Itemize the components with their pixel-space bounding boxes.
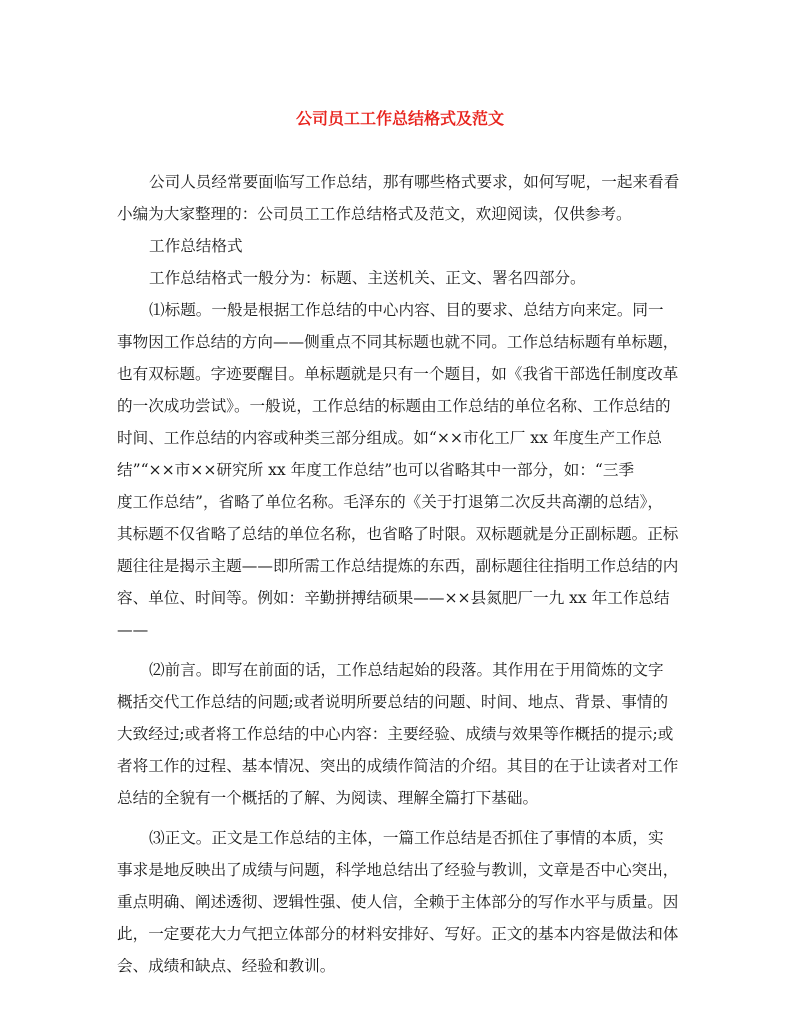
- text-line: 此，一定要花大力气把立体部分的材料安排好、写好。正文的基本内容是做法和体: [117, 925, 679, 943]
- document-body: [117, 166, 680, 982]
- text-line: 结”“××市××研究所 xx 年度工作总结”也可以省略其中一部分，如：“三季: [117, 461, 635, 479]
- text-line: 事物因工作总结的方向——侧重点不同其标题也就不同。工作总结标题有单标题，: [117, 333, 679, 351]
- text-line: ⑶正文。正文是工作总结的主体，一篇工作总结是否抓住了事情的本质，实: [149, 829, 664, 847]
- text-line: 事求是地反映出了成绩与问题，科学地总结出了经验与教训，文章是否中心突出，: [117, 861, 679, 879]
- text-line: 时间、工作总结的内容或种类三部分组成。如“××市化工厂 xx 年度生产工作总: [117, 429, 663, 447]
- text-line: 重点明确、阐述透彻、逻辑性强、使人信，全赖于主体部分的写作水平与质量。因: [117, 893, 679, 911]
- text-line: 公司人员经常要面临写工作总结，那有哪些格式要求，如何写呢，一起来看看: [149, 173, 680, 191]
- paragraph-gap: [117, 646, 677, 654]
- text-line: 的一次成功尝试》。一般说，工作总结的标题由工作总结的单位名称、工作总结的: [117, 397, 671, 415]
- text-line: 者将工作的过程、基本情况、突出的成绩作简洁的介绍。其目的在于让读者对工作: [117, 757, 679, 775]
- text-line: ⑵前言。即写在前面的话，工作总结起始的段落。其作用在于用简炼的文字: [149, 661, 664, 679]
- text-line: ⑴标题。一般是根据工作总结的中心内容、目的要求、总结方向来定。同一: [149, 301, 664, 319]
- text-line: ——: [117, 621, 149, 639]
- text-line: 度工作总结”，省略了单位名称。毛泽东的《关于打退第二次反共高潮的总结》，: [117, 493, 663, 511]
- text-line: 会、成绩和缺点、经验和教训。: [117, 957, 336, 975]
- text-line: 总结的全貌有一个概括的了解、为阅读、理解全篇打下基础。: [117, 789, 539, 807]
- document-title: 公司员工工作总结格式及范文: [295, 109, 504, 128]
- text-line: 容、单位、时间等。例如：辛勤拼搏结硕果——××县氮肥厂一九 xx 年工作总结: [117, 589, 670, 607]
- text-line: 小编为大家整理的：公司员工工作总结格式及范文，欢迎阅读，仅供参考。: [117, 205, 632, 223]
- text-line: 工作总结格式一般分为：标题、主送机关、正文、署名四部分。: [149, 269, 586, 287]
- text-line: 工作总结格式: [149, 237, 243, 255]
- text-line: 其标题不仅省略了总结的单位名称，也省略了时限。双标题就是分正副标题。正标: [117, 525, 679, 543]
- paragraph-gap: [117, 814, 677, 822]
- text-line: 大致经过;或者将工作总结的中心内容：主要经验、成绩与效果等作概括的提示;或: [117, 725, 674, 743]
- text-line: 也有双标题。字迹要醒目。单标题就是只有一个题目，如《我省干部选任制度改革: [117, 365, 679, 383]
- text-line: 题往往是揭示主题——即所需工作总结提炼的东西，副标题往往指明工作总结的内: [117, 557, 679, 575]
- text-line: 概括交代工作总结的问题;或者说明所要总结的问题、时间、地点、背景、事情的: [117, 693, 669, 711]
